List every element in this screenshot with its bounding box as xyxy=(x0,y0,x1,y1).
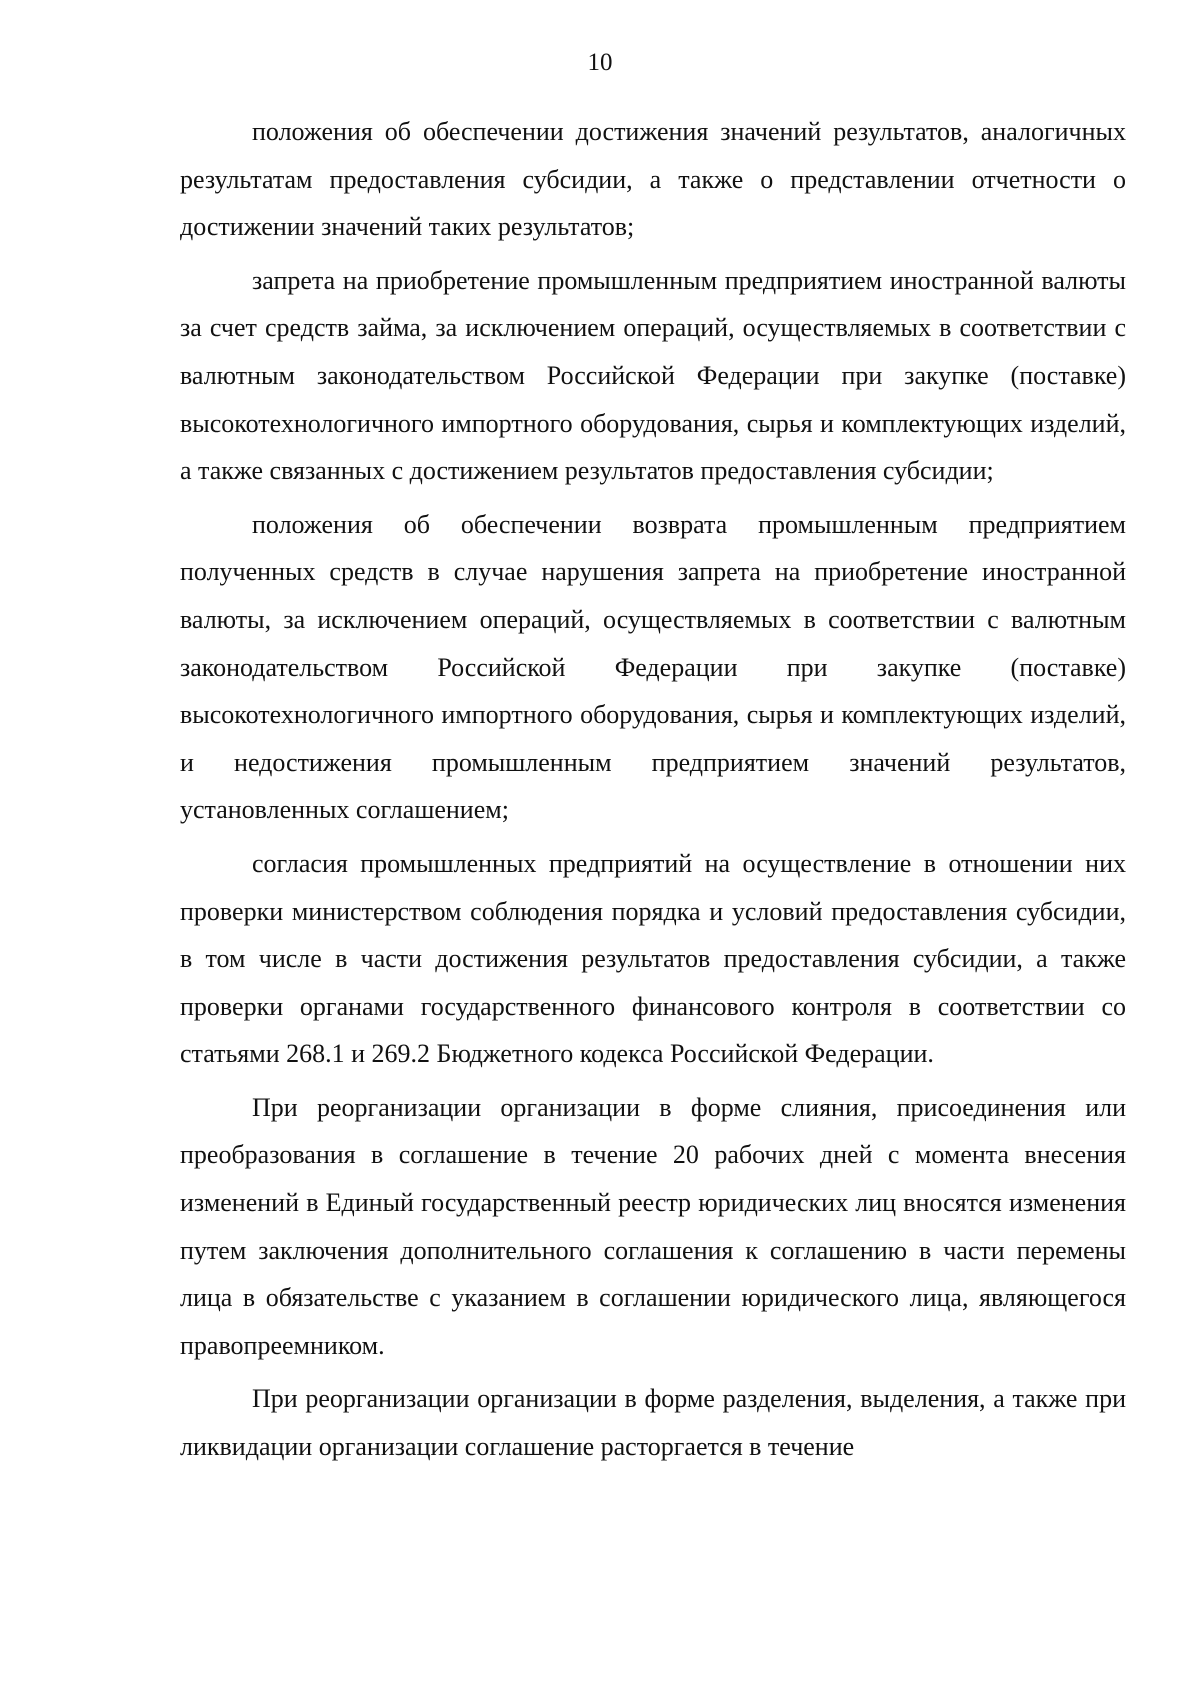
page-number: 10 xyxy=(587,49,613,76)
paragraph-reorganization-merger: При реорганизации организации в форме слияния, присоединения или преобразования в соглашение в течение 20 рабочих дней с момента внесения изменений в Единый государственный реестр юридических лиц вносятся изменения путем заключения дополнительного соглашения к соглашению в части перемены лица в обязательстве с указанием в соглашении юридического лица, являющегося правопреемником. xyxy=(180,1092,1126,1360)
paragraph-currency-ban: запрета на приобретение промышленным предприятием иностранной валюты за счет средств займа, за исключением операций, осуществляемых в соответствии с валютным законодательством Российской Федерации при закупке (поставке) высокотехнологичного импортного оборудования, сырья и комплектующих изделий, а также связанных с достижением результатов предоставления субсидии; xyxy=(180,265,1126,486)
paragraph-funds-return: положения об обеспечении возврата промышленным предприятием полученных средств в случае нарушения запрета на приобретение иностранной валюты, за исключением операций, осуществляемых в соответствии с валютным законодательством Российской Федерации при закупке (поставке) высокотехнологичного импортного оборудования, сырья и комплектующих изделий, и недостижения промышленным предприятием значений результатов, установленных соглашением; xyxy=(180,509,1126,825)
paragraph-reorganization-division: При реорганизации организации в форме разделения, выделения, а также при ликвидации организации соглашение расторгается в течение xyxy=(180,1384,1126,1462)
paragraph-inspection-consent: согласия промышленных предприятий на осуществление в отношении них проверки министерством соблюдения порядка и условий предоставления субсидии, в том числе в части достижения результатов предоставления субсидии, а также проверки органами государственного финансового контроля в соответствии со статьями 268.1 и 269.2 Бюджетного кодекса Российской Федерации. xyxy=(180,848,1126,1069)
paragraph-results-provision: положения об обеспечении достижения значений результатов, аналогичных результатам предоставления субсидии, а также о представлении отчетности о достижении значений таких результатов; xyxy=(180,117,1126,242)
document-body xyxy=(180,108,1126,1471)
